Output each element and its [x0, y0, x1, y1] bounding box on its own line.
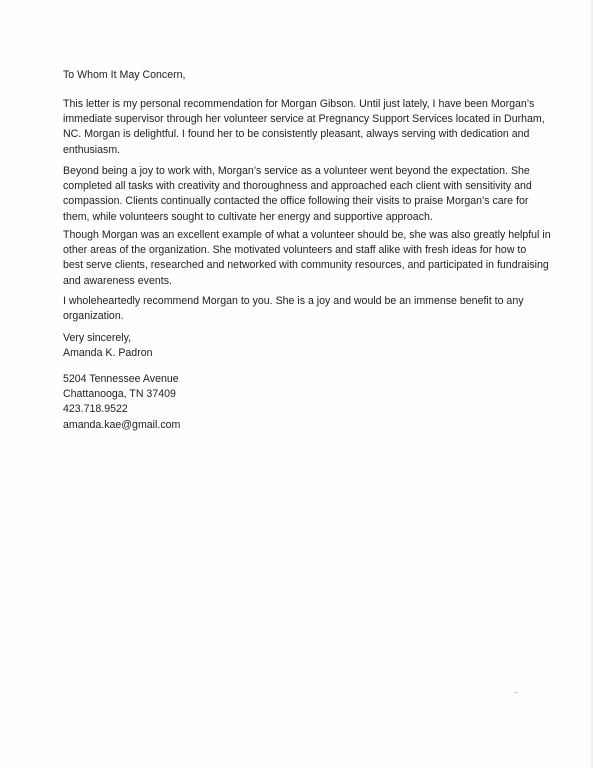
paragraph-2-line: them, while volunteers sought to cultivate her energy and supportive approach. — [63, 210, 433, 223]
address-street: 5204 Tennessee Avenue — [63, 373, 179, 385]
signer-name: Amanda K. Padron — [63, 347, 153, 360]
paragraph-3-line: other areas of the organization. She motivated volunteers and staff alike with fresh ideas for how to — [63, 244, 527, 257]
paragraph-1 — [63, 97, 545, 158]
paragraph-2 — [63, 164, 533, 225]
closing: Very sincerely, — [63, 332, 132, 344]
phone-number: 423.718.9522 — [63, 403, 128, 416]
scan-speck — [515, 692, 517, 693]
paragraph-2-line: Beyond being a joy to work with, Morgan’s service as a volunteer went beyond the expectation. She — [63, 165, 530, 177]
address-city: Chattanooga, TN 37409 — [63, 388, 176, 401]
paragraph-3-line: and awareness events. — [63, 274, 172, 287]
paragraph-2-line: compassion. Clients continually contacted the office following their visits to praise Morgan’s care for — [63, 195, 529, 208]
paragraph-3-line: best serve clients, researched and networked with community resources, and participated in fundraising — [63, 259, 549, 272]
paragraph-1-line: enthusiasm. — [63, 143, 121, 156]
contact-block — [63, 372, 533, 433]
salutation — [63, 68, 533, 83]
paragraph-4-line: organization. — [63, 310, 124, 323]
paragraph-1-line: immediate supervisor through her volunteer service at Pregnancy Support Services located in Durham, — [63, 113, 545, 126]
paragraph-1-line: NC. Morgan is delightful. I found her to be consistently pleasant, always serving with dedication and — [63, 128, 530, 141]
paragraph-3 — [63, 228, 551, 289]
paragraph-3-line: Though Morgan was an excellent example of what a volunteer should be, she was also greatly helpful in — [63, 229, 551, 241]
paragraph-4-line: I wholeheartedly recommend Morgan to you. She is a joy and would be an immense benefit to any — [63, 295, 524, 307]
email-address: amanda.kae@gmail.com — [63, 418, 181, 431]
paragraph-4 — [63, 294, 533, 324]
paragraph-1-line: This letter is my personal recommendation for Morgan Gibson. Until just lately, I have been Morgan’s — [63, 98, 535, 110]
signature-block — [63, 331, 533, 361]
salutation-text: To Whom It May Concern, — [63, 69, 186, 81]
paragraph-2-line: completed all tasks with creativity and thoroughness and approached each client with sensitivity and — [63, 180, 532, 193]
